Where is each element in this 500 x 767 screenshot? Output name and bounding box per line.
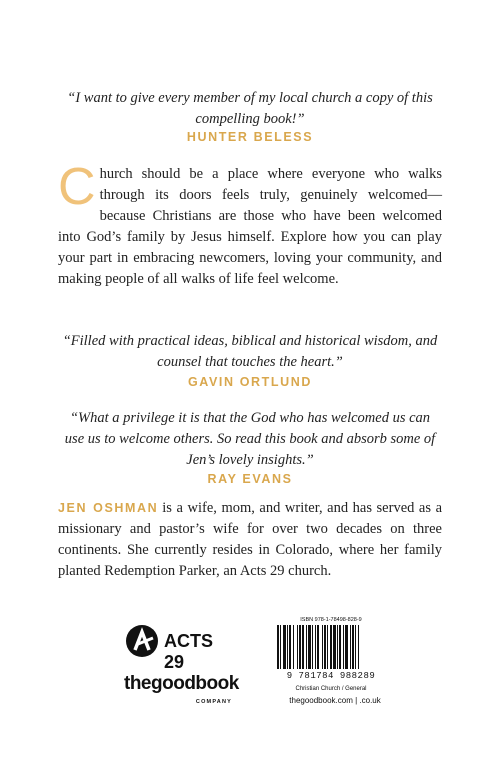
acts29-logo xyxy=(126,625,230,672)
thegoodbook-company: COMPANY xyxy=(195,699,232,705)
endorsement-quote-1: “I want to give every member of my local church a copy of this compelling book!” xyxy=(67,90,433,127)
thegoodbook-wordmark: thegoodbook xyxy=(124,673,239,694)
endorser-name-3: RAY EVANS xyxy=(207,472,293,486)
publisher-website: thegoodbook.com | .co.uk xyxy=(289,696,381,705)
acts29-circle-icon xyxy=(126,625,158,657)
endorser-name-1: HUNTER BELESS xyxy=(186,130,314,144)
drop-cap: C xyxy=(58,158,96,216)
endorsement-quote-3: “What a privilege it is that the God who has welcomed us can use us to welcome others. So read this book and absorb some of Jen’s lovely insights.” xyxy=(64,410,436,468)
author-bio-text: is a wife, mom, and writer, and has served as a missionary and pastor’s wife for over two decades on three continents. She currently resides in Colorado, where her family planted Redemption Parker, an Acts 29 church. xyxy=(58,500,443,579)
back-cover-blurb xyxy=(58,158,442,290)
author-name: JEN OSHMAN xyxy=(58,501,159,515)
thegoodbook-logo xyxy=(124,673,244,709)
barcode xyxy=(272,617,390,689)
isbn-text: ISBN 978-1-78498-828-9 xyxy=(300,617,362,623)
author-bio xyxy=(58,498,442,582)
barcode-bars-icon xyxy=(276,625,388,669)
endorsement-quote-2: “Filled with practical ideas, biblical and historical wisdom, and counsel that touches the heart.” xyxy=(62,333,438,370)
acts29-wordmark: ACTS 29 xyxy=(164,631,213,672)
barcode-number: 9 781784 988289 xyxy=(286,671,376,681)
blurb-text: hurch should be a place where everyone who walks through its doors feels truly, genuinely welcomed—because Christians are those who have been welcomed into God’s family by Jesus himself. Explore how you can play your part in embracing newcomers, loving your community, and making people of all walks of life feel welcome. xyxy=(58,166,442,287)
endorser-name-2: GAVIN ORTLUND xyxy=(187,375,313,389)
book-category: Christian Church / General xyxy=(295,686,367,692)
